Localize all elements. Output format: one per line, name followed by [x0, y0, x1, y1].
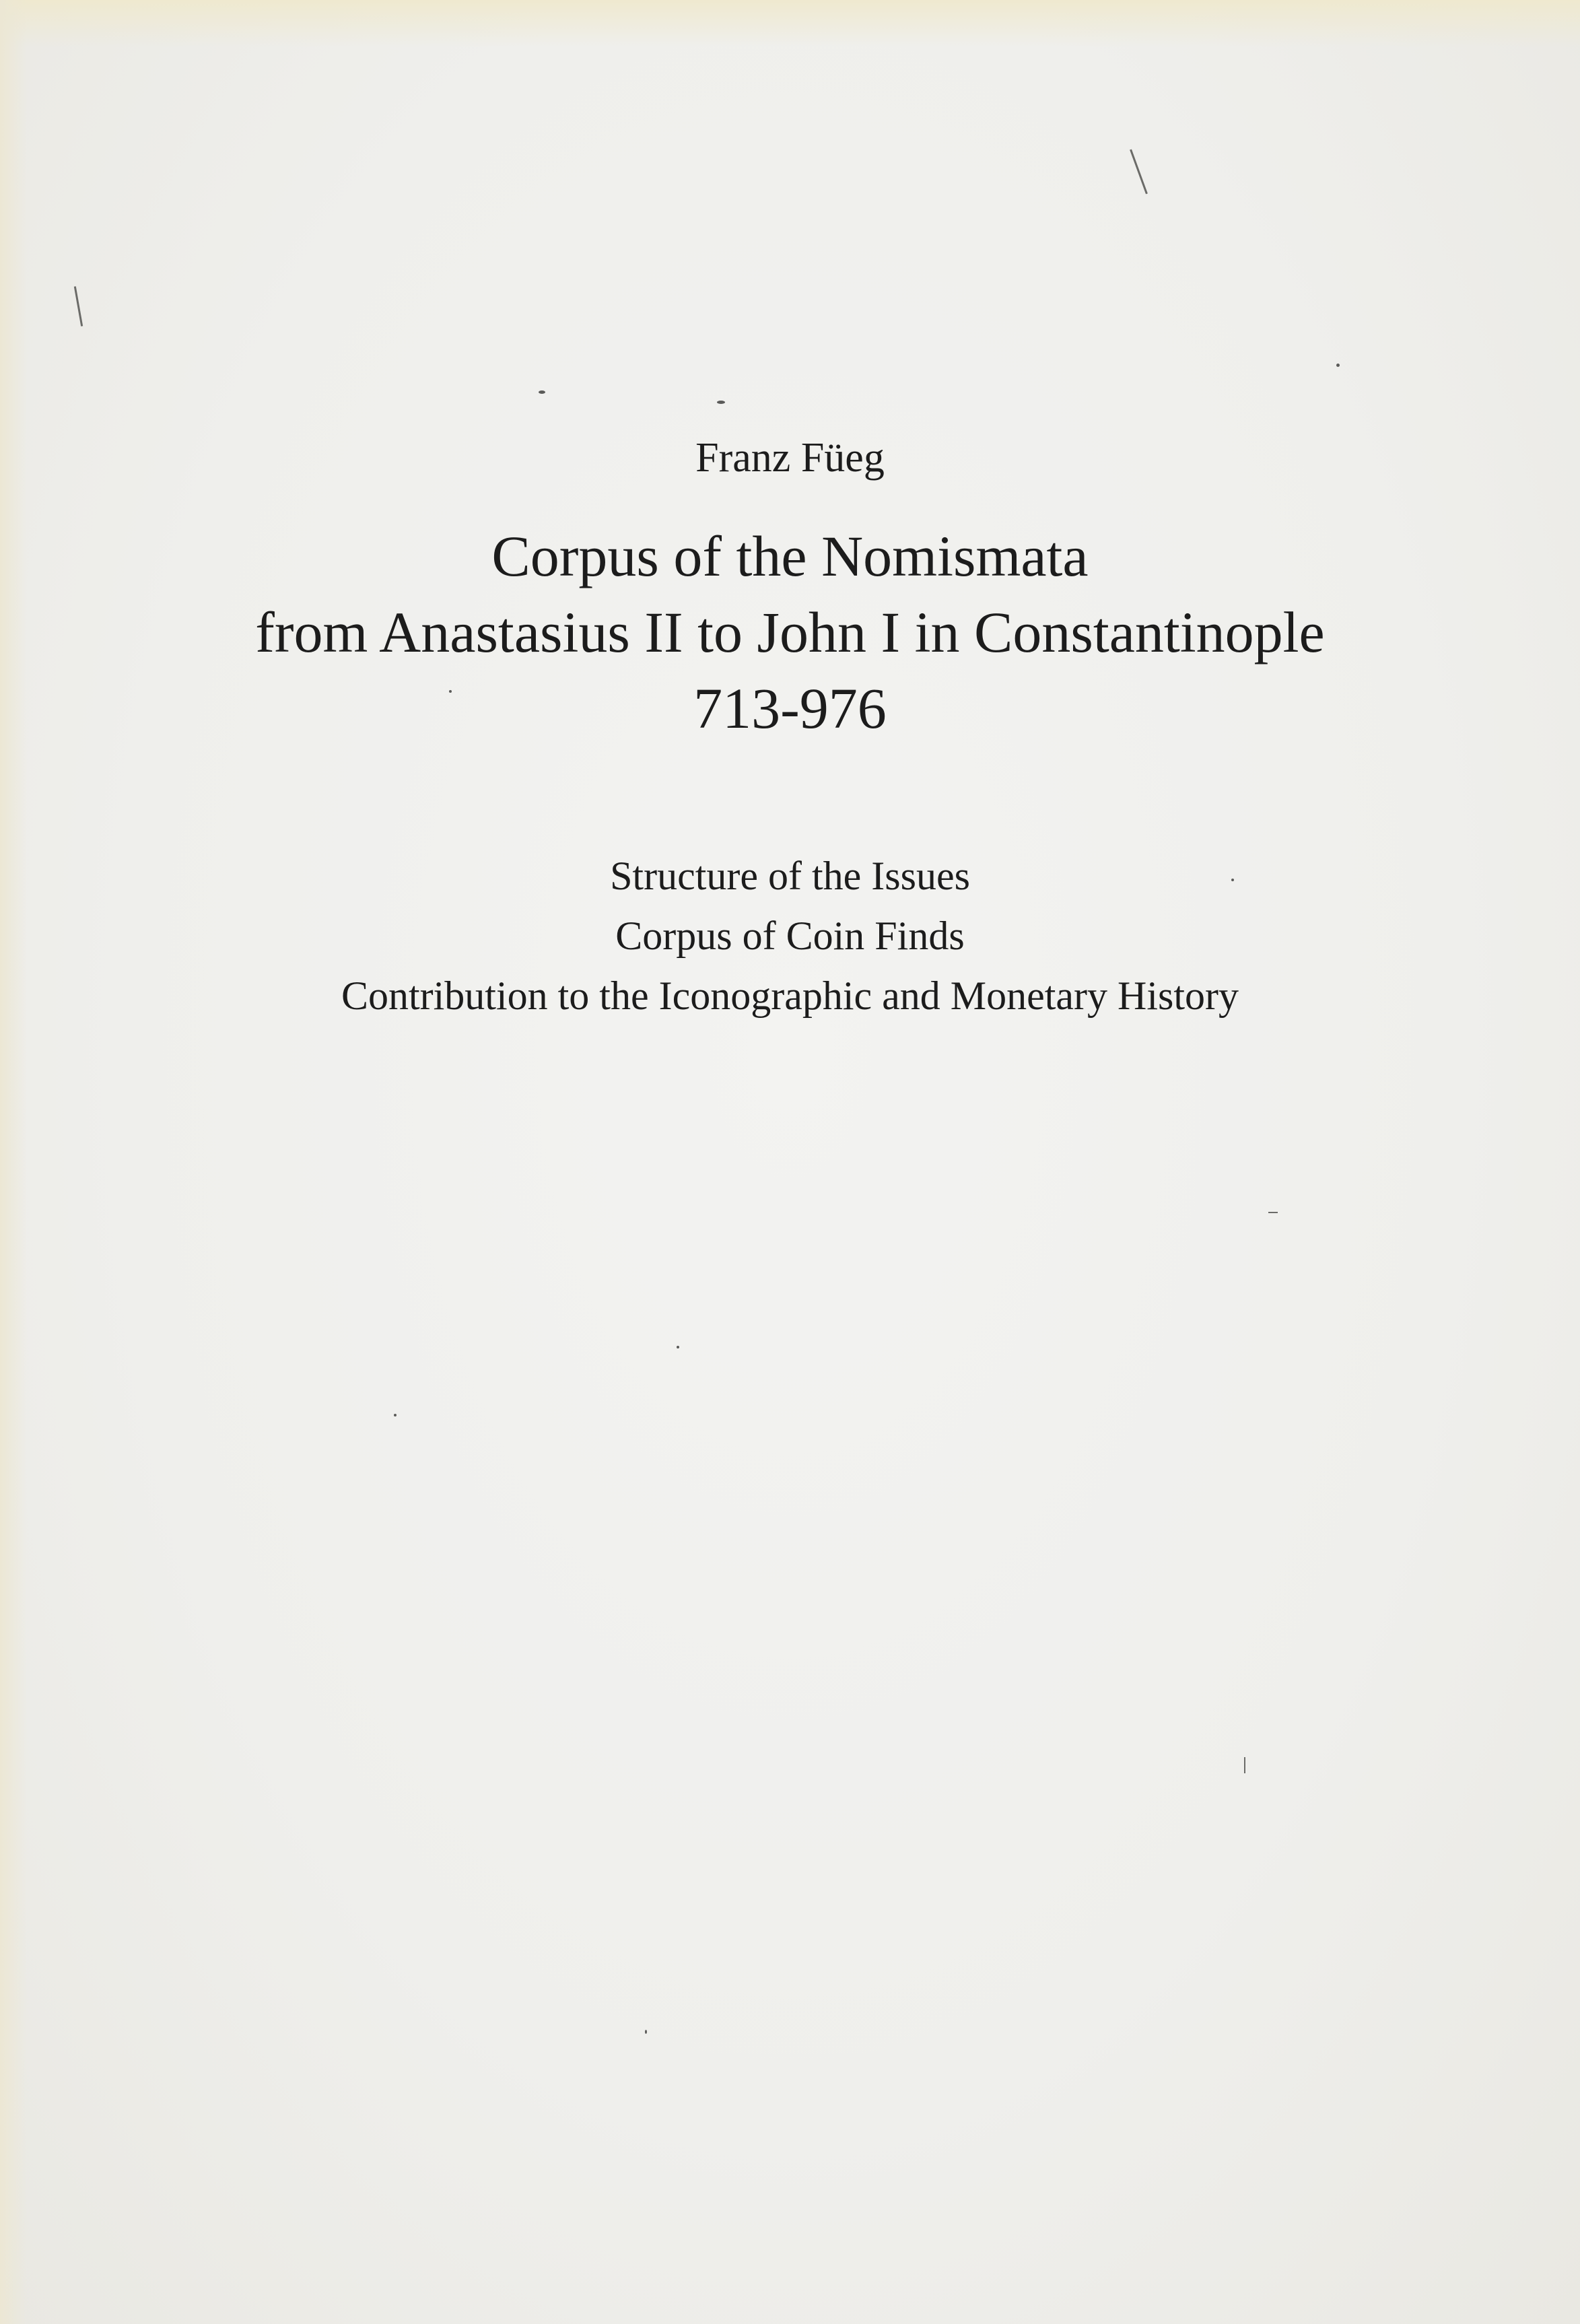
paper-speck: [1336, 364, 1340, 367]
scan-mark: [74, 286, 83, 327]
paper-speck: [677, 1346, 679, 1348]
subtitle-line-3: Contribution to the Iconographic and Monetary History: [341, 973, 1239, 1018]
book-title: [0, 518, 1580, 747]
paper-speck: [394, 1414, 397, 1416]
author-text: Franz Füeg: [695, 435, 885, 481]
paper-speck: [645, 2030, 647, 2034]
paper-speck: [717, 401, 725, 404]
scan-mark: [1130, 149, 1148, 195]
paper-speck: [539, 390, 545, 394]
subtitle-line-2: Corpus of Coin Finds: [615, 914, 965, 958]
title-line-1: Corpus of the Nomismata: [491, 524, 1089, 588]
scan-mark: [1268, 1212, 1278, 1213]
paper-left-edge: [0, 0, 27, 2324]
scan-mark: [1244, 1757, 1245, 1773]
author-name: [0, 431, 1580, 485]
paper-top-edge: [0, 0, 1580, 47]
subtitle-list: [0, 846, 1580, 1026]
title-line-2: from Anastasius II to John I in Constantinople: [255, 600, 1325, 664]
subtitle-line-1: Structure of the Issues: [610, 854, 970, 898]
title-line-3: 713-976: [693, 676, 887, 741]
